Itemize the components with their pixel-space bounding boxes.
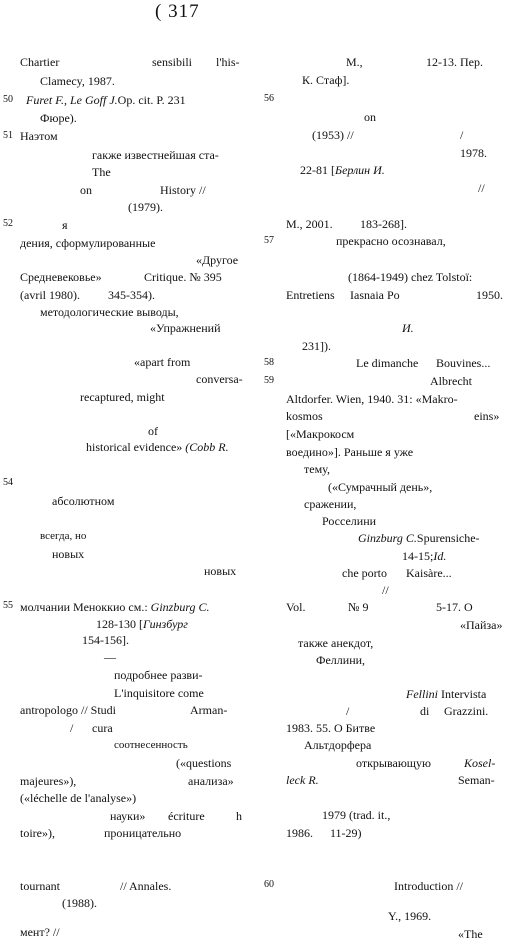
text-line: методологические выводы,: [40, 305, 179, 319]
page-number: ( 317: [155, 1, 200, 22]
text-line: 1978.: [460, 146, 487, 160]
text-line: («Сумрачный день»,: [328, 480, 433, 494]
text-line: h: [236, 809, 242, 823]
text-line: № 9: [348, 600, 369, 614]
text-line: также анекдот,: [298, 636, 374, 650]
footnote-number: 58: [264, 357, 274, 368]
text-line: antropologo // Studi: [20, 703, 116, 717]
quote-text: historical evidence»: [86, 440, 183, 454]
text-line: Росселини: [322, 514, 377, 528]
author-name: Гинзбург: [143, 617, 188, 631]
text-line: 11-29): [330, 826, 362, 840]
text-line: Grazzini.: [444, 704, 489, 718]
text-line: новых: [52, 547, 85, 561]
text-line: Феллини,: [316, 653, 366, 667]
text-line: Средневековье»: [20, 270, 102, 284]
text-line: [300, 164, 385, 176]
text-line: Critique. № 395: [144, 270, 222, 284]
text-line: Clamecy, 1987.: [40, 74, 115, 88]
footnote-number: 57: [264, 235, 274, 246]
text-line: [358, 532, 480, 544]
text-line: (1988).: [62, 896, 97, 910]
text-line: leck R.: [286, 773, 319, 787]
text-line: M.,: [346, 55, 363, 69]
text-line: И.: [402, 321, 414, 335]
text-line: открывающую: [356, 756, 431, 770]
text-line: /: [70, 721, 74, 735]
text-line: History //: [160, 183, 206, 197]
author-name: Ginzburg C.: [358, 531, 417, 545]
text-line: науки»: [110, 809, 146, 823]
text-line: дения, сформулированные: [20, 236, 156, 250]
footnote-number: 52: [3, 218, 13, 229]
text-line: (1864-1949) chez Tolstoï:: [348, 270, 473, 284]
text-line: 1950.: [476, 288, 503, 302]
text-line: l'his-: [216, 55, 240, 69]
author-name: Id.: [433, 549, 447, 563]
text-line: Introduction //: [394, 879, 463, 893]
text-line: majeures»),: [20, 774, 77, 788]
text-line: 345-354).: [108, 288, 155, 302]
text-line: écriture: [168, 809, 205, 823]
text-line: Iasnaia Po: [350, 288, 400, 302]
text-line: всегда, но: [40, 530, 87, 542]
text-line: M., 2001.: [286, 217, 333, 231]
text-line: toire»),: [20, 826, 55, 840]
text-line: [406, 688, 486, 700]
text-line: Y., 1969.: [388, 909, 432, 923]
text-line: on: [80, 183, 92, 197]
text-line: cura: [92, 721, 113, 735]
text-line: «Другое: [196, 253, 239, 267]
text-line: [86, 441, 229, 453]
text-line: «The: [458, 927, 483, 941]
text-line: [26, 94, 186, 106]
text-line: Altdorfer. Wien, 1940. 31: «Makro-: [286, 392, 458, 406]
text-line: Chartier: [20, 55, 60, 69]
text-line: tournant: [20, 879, 60, 893]
text-line: гакже известнейшая ста-: [92, 148, 219, 162]
text-line: 5-17. О: [436, 600, 473, 614]
text-line: [96, 618, 188, 630]
text-line: сражении,: [304, 497, 357, 511]
text-line: kosmos: [286, 409, 323, 423]
title-text: Intervista: [441, 687, 487, 701]
text-line: Альтдорфера: [304, 738, 372, 752]
text-line: Arman-: [190, 703, 228, 717]
text-line: /: [346, 704, 350, 718]
text-line: 1979 (trad. it.,: [322, 808, 391, 822]
footnote-number: 55: [3, 600, 13, 611]
text-line: L'inquisitore come: [114, 686, 204, 700]
text-line: Фюре).: [40, 111, 77, 125]
author-name: Furet F., Le Goff J.: [26, 93, 118, 107]
citation: 14-15;: [402, 549, 434, 563]
footnote-number: 59: [264, 375, 274, 386]
text-line: 231]).: [302, 339, 331, 353]
text-line: я: [62, 218, 68, 232]
text-line: («questions: [176, 756, 232, 770]
text-line: («léchelle de l'analyse»): [20, 791, 137, 805]
author-name: Ginzburg C.: [150, 600, 210, 614]
text-line: проницательно: [104, 826, 182, 840]
text-line: Seman-: [458, 773, 495, 787]
text-line: Kosel-: [464, 756, 496, 770]
text-line: Vol.: [286, 600, 306, 614]
text-line: Le dimanche: [356, 356, 419, 370]
text-line: К. Стаф].: [302, 73, 350, 87]
citation: Op. cit. P. 231: [117, 93, 186, 107]
text-line: conversa-: [196, 372, 243, 386]
text-line: che porto: [342, 566, 387, 580]
text-line: Albrecht: [430, 374, 472, 388]
footnote-number: 60: [264, 879, 274, 890]
text-line: мент? //: [20, 925, 60, 939]
text-line: «Упражнений: [150, 321, 221, 335]
text-line: di: [420, 704, 430, 718]
text-line: абсолютном: [52, 494, 115, 508]
text-line: Наэтом: [20, 129, 58, 143]
text-line: 1983. 55. О Битве: [286, 721, 376, 735]
text-line: воедино»]. Раньше я уже: [286, 445, 414, 459]
author-name: Fellini: [406, 687, 438, 701]
text-line: Kaisàre...: [406, 566, 452, 580]
text-line: (avril 1980).: [20, 288, 80, 302]
text-line: sensibili: [152, 55, 193, 69]
text-line: 1986.: [286, 826, 313, 840]
footnote-number: 54: [3, 477, 13, 488]
text-line: //: [382, 583, 389, 597]
text-line: прекрасно осознавал,: [336, 234, 446, 248]
text-line: новых: [204, 564, 237, 578]
text-line: соотнесенность: [114, 739, 188, 751]
text-line: 12-13. Пер.: [426, 55, 483, 69]
text-line: eins»: [474, 409, 500, 423]
text-line: тему,: [304, 462, 330, 476]
text-line: recaptured, might: [80, 390, 165, 404]
text-line: [«Макрокосм: [286, 427, 355, 441]
citation: 22-81 [: [300, 163, 335, 177]
text-line: // Annales.: [120, 879, 172, 893]
author-name: (Cobb R.: [185, 440, 229, 454]
text-line: [20, 601, 210, 613]
citation: 128-130 [: [96, 617, 143, 631]
footnote-number: 50: [3, 94, 13, 105]
text-line: /: [460, 128, 464, 142]
text-line: Bouvines...: [436, 356, 491, 370]
text-line: «Пайза»: [460, 618, 503, 632]
text-line: подробнее разви-: [114, 668, 203, 682]
text-line: —: [104, 650, 116, 664]
text-line: of: [148, 424, 158, 438]
author-name: Берлин И.: [335, 163, 385, 177]
text-line: 183-268].: [360, 217, 407, 231]
footnote-number: 51: [3, 130, 13, 141]
footnote-number: 56: [264, 93, 274, 104]
text-line: Entretiens: [286, 288, 335, 302]
text-segment: молчании Меноккио см.:: [20, 600, 148, 614]
title-text: Spurensiche-: [416, 531, 480, 545]
text-line: (1979).: [128, 200, 163, 214]
text-line: (1953) //: [312, 128, 354, 142]
text-line: [402, 550, 446, 562]
text-line: 154-156].: [82, 633, 129, 647]
text-line: анализа»: [188, 774, 234, 788]
text-line: on: [364, 110, 376, 124]
text-line: //: [478, 181, 485, 195]
text-line: The: [92, 165, 111, 179]
text-line: «apart from: [134, 355, 191, 369]
